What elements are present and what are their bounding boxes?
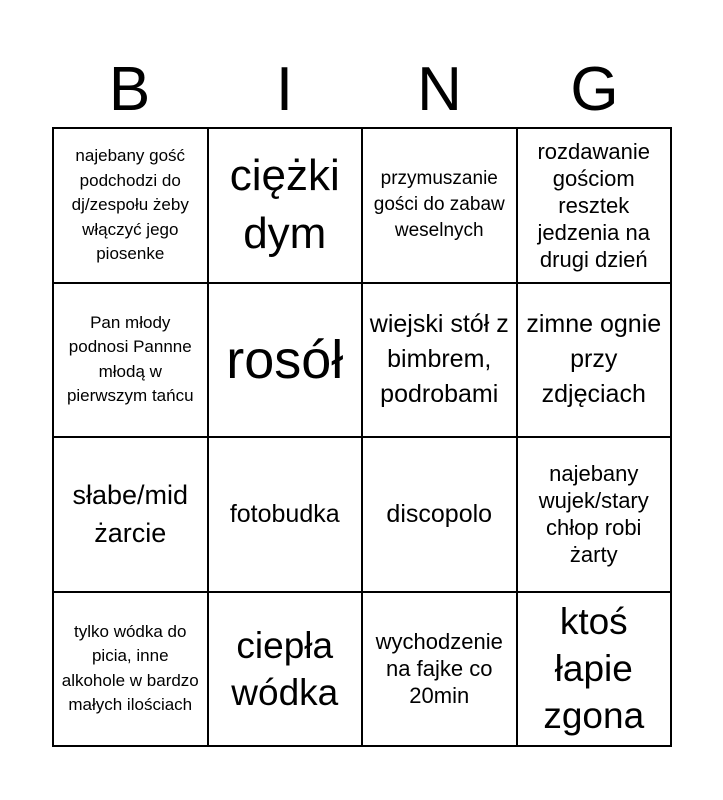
header-letter-i: I [275,55,294,124]
cell-text: wiejski stół z bimbrem, podrobami [369,310,509,409]
bingo-cell-r1c1[interactable] [54,129,209,284]
header-letter-g: G [570,55,619,124]
header-letter-n: N [417,55,462,124]
bingo-cell-r4c4[interactable] [518,593,673,748]
header-letter-b: B [108,55,151,124]
cell-text: rozdawanie gościom resztek jedzenia na drugi dzień [537,138,651,272]
cell-text: rosół [226,329,344,390]
cell-text: ciężki dym [229,151,340,259]
cell-text: fotobudka [229,499,340,528]
bingo-cell-r1c3[interactable] [363,129,518,284]
bingo-cell-r3c2[interactable] [209,438,364,593]
bingo-cell-r4c2[interactable] [209,593,364,748]
cell-text: ciepła wódka [231,624,339,713]
bingo-cell-r3c3[interactable] [363,438,518,593]
cell-text: najebany gość podchodzi do dj/zespołu żeby włączyć jego piosenke [71,146,189,263]
cell-text: zimne ognie przy zdjęciach [526,310,662,409]
bingo-grid [52,127,672,747]
cell-text: tylko wódka do picia, inne alkohole w bardzo małych ilościach [61,621,199,715]
bingo-cell-r1c4[interactable] [518,129,673,284]
cell-text: wychodzenie na fajke co 20min [375,629,503,709]
cell-text: discopolo [386,499,493,528]
cell-text: przymuszanie gości do zabaw weselnych [373,168,505,242]
bingo-cell-r2c4[interactable] [518,284,673,439]
bingo-cell-r4c1[interactable] [54,593,209,748]
bingo-cell-r2c2[interactable] [209,284,364,439]
bingo-cell-r1c2[interactable] [209,129,364,284]
bingo-header [52,52,672,128]
cell-text: słabe/mid żarcie [72,480,189,549]
bingo-cell-r2c3[interactable] [363,284,518,439]
bingo-cell-r4c3[interactable] [363,593,518,748]
bingo-cell-r3c4[interactable] [518,438,673,593]
bingo-cell-r2c1[interactable] [54,284,209,439]
cell-text: Pan młody podnosi Pannne młodą w pierwszym tańcu [66,312,194,406]
bingo-cell-r3c1[interactable] [54,438,209,593]
cell-text: ktoś łapie zgona [543,601,645,737]
cell-text: najebany wujek/stary chłop robi żarty [538,461,649,568]
